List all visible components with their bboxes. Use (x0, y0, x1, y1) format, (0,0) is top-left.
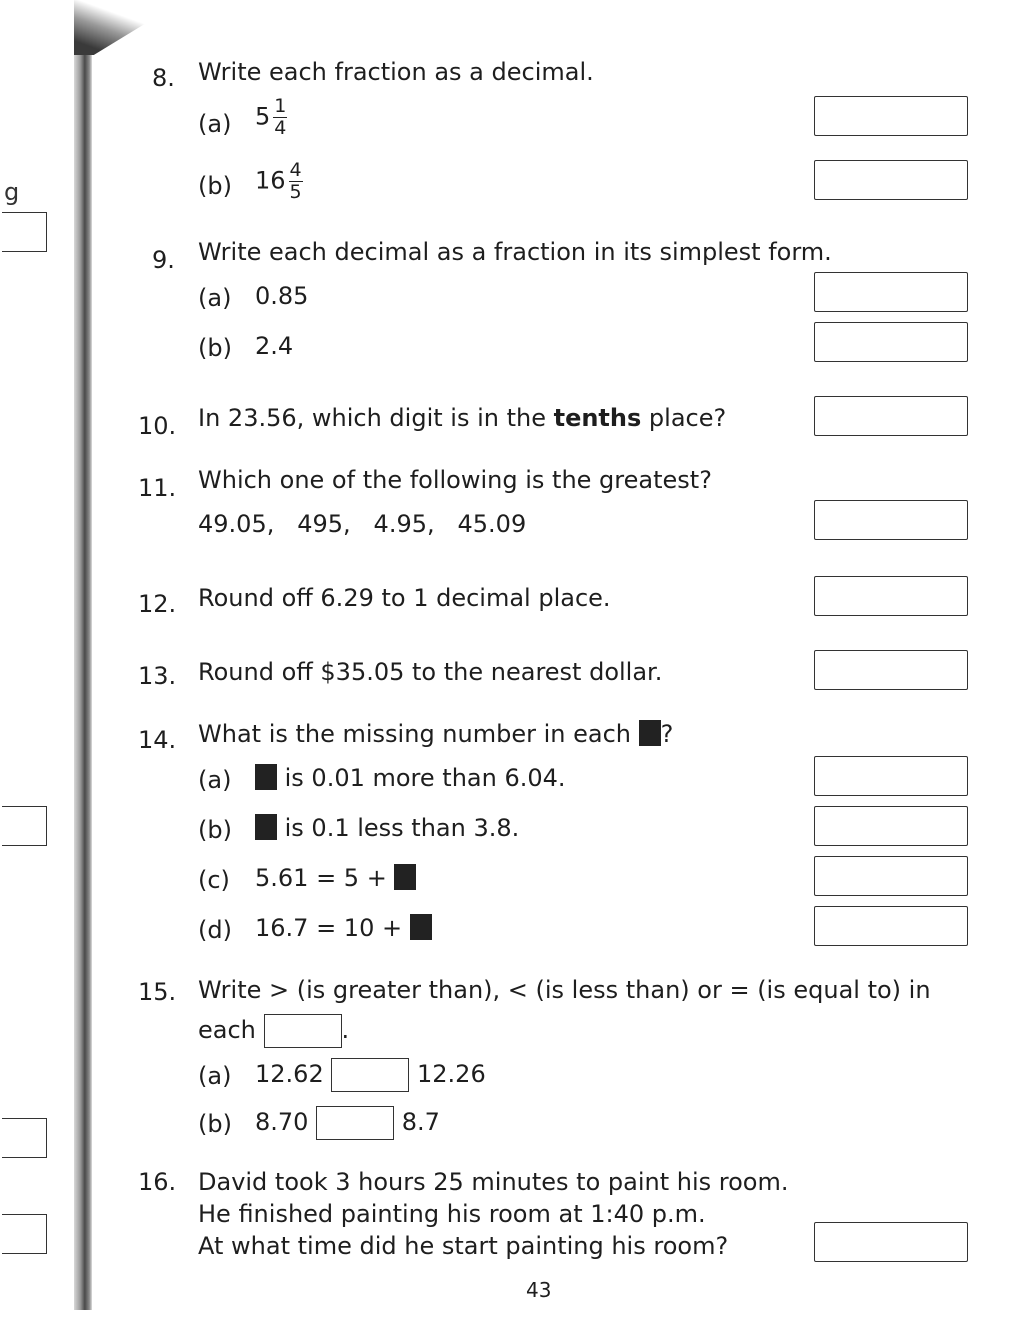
answer-box-14b[interactable] (814, 806, 968, 846)
part-label: (c) (198, 866, 230, 894)
part-label: (b) (198, 816, 232, 844)
answer-box-8b[interactable] (814, 160, 968, 200)
missing-number-square (394, 864, 416, 890)
part-label: (a) (198, 110, 232, 138)
fraction-denominator: 4 (274, 117, 287, 139)
equation (255, 814, 519, 842)
part-label: (a) (198, 1062, 232, 1090)
equation (255, 914, 432, 942)
compare-right-value: 12.26 (417, 1060, 486, 1088)
text-segment: . (341, 1016, 350, 1044)
compare-right-value: 8.7 (401, 1108, 440, 1136)
page-number: 43 (526, 1278, 552, 1302)
answer-box-11[interactable] (814, 500, 968, 540)
answer-box-13[interactable] (814, 650, 968, 690)
fraction-whole: 5 (255, 102, 271, 131)
fraction-numerator: 1 (274, 95, 287, 117)
edge-answer-box (2, 806, 47, 846)
edge-answer-box (2, 1118, 47, 1158)
question-text: He finished painting his room at 1:40 p.m. (198, 1200, 706, 1228)
answer-box-12[interactable] (814, 576, 968, 616)
question-text: Round off $35.05 to the nearest dollar. (198, 658, 663, 686)
comparison-answer-box-15b[interactable] (316, 1106, 394, 1140)
question-number: 15. (138, 978, 177, 1006)
equation (255, 864, 416, 892)
fraction-whole: 16 (255, 166, 286, 195)
question-number: 12. (138, 590, 177, 618)
mixed-fraction (255, 96, 287, 139)
bold-term: tenths (553, 404, 642, 432)
missing-number-square (410, 914, 432, 940)
text-segment: What is the missing number in each (198, 720, 639, 748)
answer-box-9b[interactable] (814, 322, 968, 362)
fraction (273, 96, 287, 139)
missing-number-square (639, 720, 661, 746)
spine-shadow (74, 0, 184, 55)
answer-box-8a[interactable] (814, 96, 968, 136)
question-number: 13. (138, 662, 177, 690)
part-label: (a) (198, 284, 232, 312)
equation (255, 764, 566, 792)
answer-box-14d[interactable] (814, 906, 968, 946)
book-spine (74, 0, 92, 1310)
part-label: (b) (198, 334, 232, 362)
mixed-fraction (255, 160, 303, 203)
question-text (198, 404, 726, 432)
comparison (255, 1058, 486, 1092)
fraction-numerator: 4 (289, 159, 302, 181)
part-label: (b) (198, 172, 232, 200)
question-number: 8. (152, 64, 175, 92)
question-text: Write each fraction as a decimal. (198, 58, 594, 86)
question-number: 16. (138, 1168, 177, 1196)
question-text: Write > (is greater than), < (is less than) or = (is equal to) in (198, 976, 931, 1004)
text-segment: 16.7 = 10 + (255, 914, 410, 942)
comparison-answer-box-15a[interactable] (331, 1058, 409, 1092)
edge-text-fragment: g (4, 178, 20, 206)
text-segment: place? (641, 404, 727, 432)
text-segment: each (198, 1016, 264, 1044)
question-text: Write each decimal as a fraction in its simplest form. (198, 238, 832, 266)
question-text: At what time did he start painting his room? (198, 1232, 729, 1260)
text-segment: is 0.1 less than 3.8. (277, 814, 520, 842)
text-segment: In 23.56, which digit is in the (198, 404, 554, 432)
question-text (198, 1014, 349, 1048)
answer-box-14a[interactable] (814, 756, 968, 796)
text-segment: 5.61 = 5 + (255, 864, 395, 892)
question-text: Which one of the following is the greatest? (198, 466, 712, 494)
decimal-value: 0.85 (255, 282, 309, 310)
question-text: David took 3 hours 25 minutes to paint his room. (198, 1168, 789, 1196)
edge-answer-box (2, 1214, 47, 1254)
comparison-box-example (264, 1014, 342, 1048)
question-number: 9. (152, 246, 175, 274)
question-text: Round off 6.29 to 1 decimal place. (198, 584, 611, 612)
part-label: (d) (198, 916, 232, 944)
fraction (289, 160, 303, 203)
question-number: 10. (138, 412, 177, 440)
decimal-value: 2.4 (255, 332, 294, 360)
question-number: 11. (138, 474, 177, 502)
edge-answer-box (2, 212, 47, 252)
compare-left-value: 8.70 (255, 1108, 309, 1136)
comparison (255, 1106, 440, 1140)
missing-number-square (255, 814, 277, 840)
fraction-denominator: 5 (289, 181, 302, 203)
part-label: (a) (198, 766, 232, 794)
answer-box-16[interactable] (814, 1222, 968, 1262)
option-list: 49.05, 495, 4.95, 45.09 (198, 510, 527, 538)
answer-box-9a[interactable] (814, 272, 968, 312)
answer-box-10[interactable] (814, 396, 968, 436)
part-label: (b) (198, 1110, 232, 1138)
text-segment: is 0.01 more than 6.04. (277, 764, 566, 792)
text-segment: ? (660, 720, 674, 748)
answer-box-14c[interactable] (814, 856, 968, 896)
question-number: 14. (138, 726, 177, 754)
question-text (198, 720, 673, 748)
compare-left-value: 12.62 (255, 1060, 324, 1088)
missing-number-square (255, 764, 277, 790)
